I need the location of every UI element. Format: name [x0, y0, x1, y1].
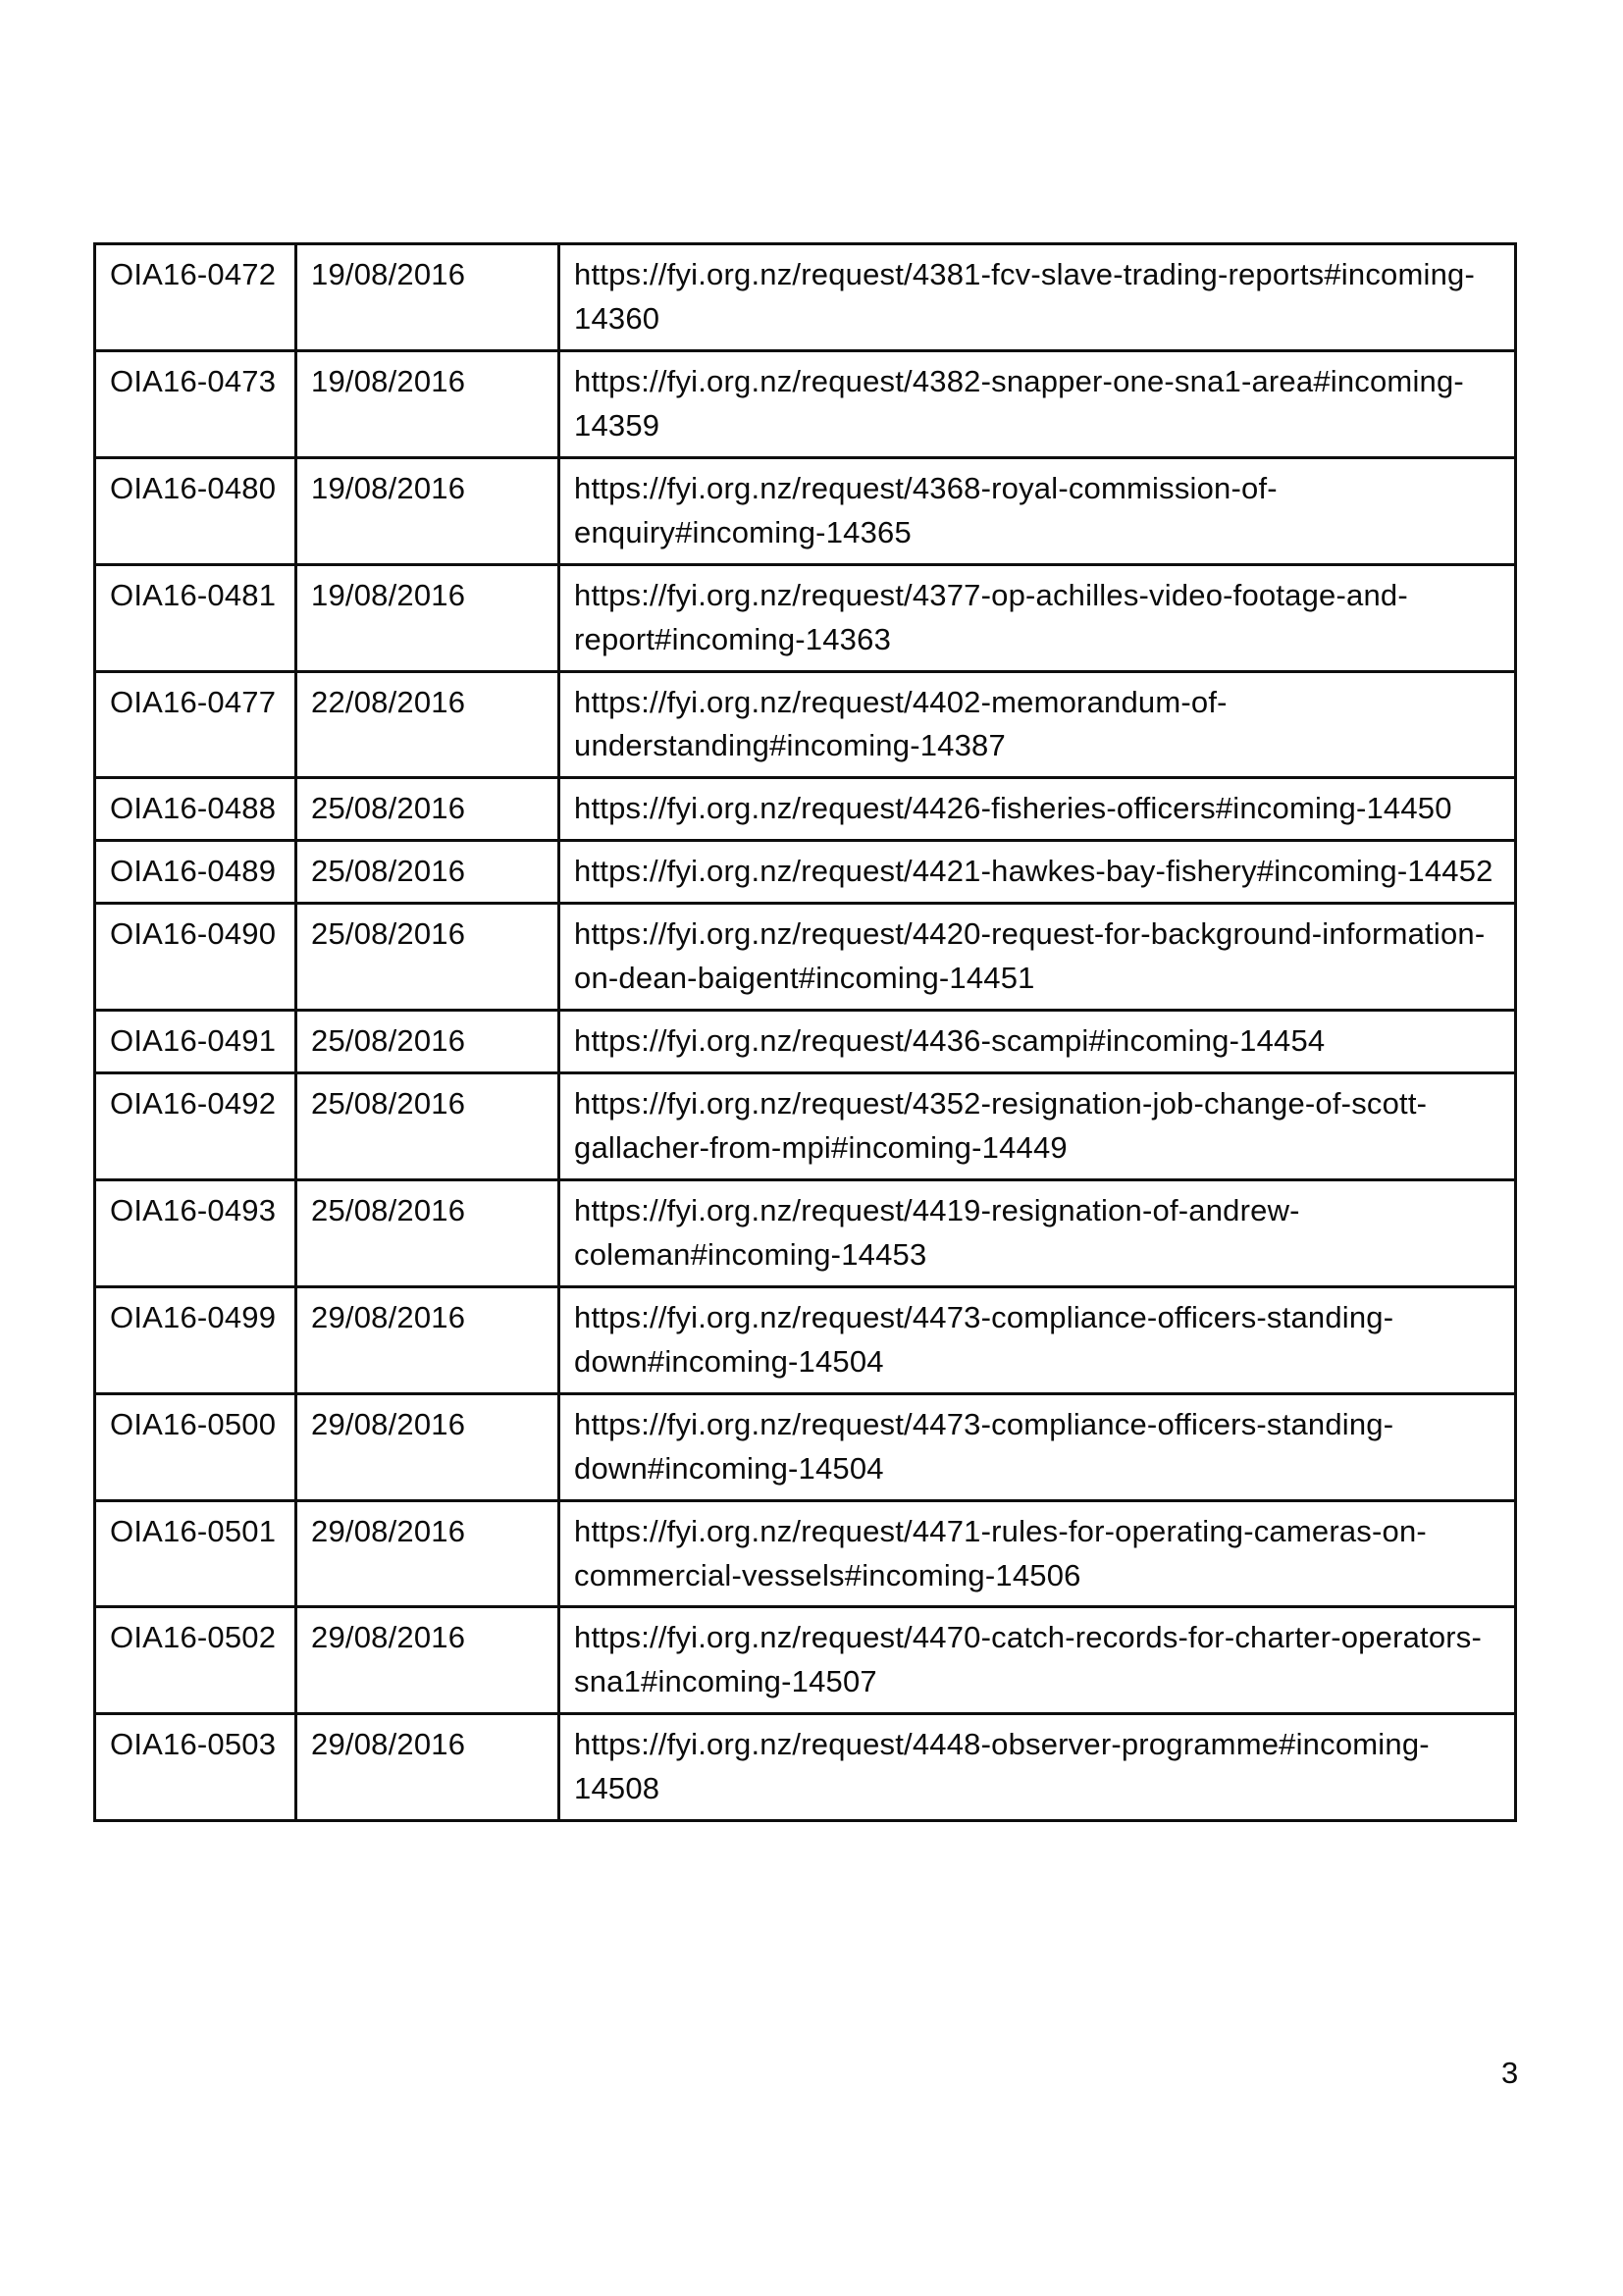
- url-cell: https://fyi.org.nz/request/4352-resignation-job-change-of-scott-gallacher-from-mpi#incoming-14449: [559, 1073, 1516, 1180]
- request-id-cell: OIA16-0481: [95, 564, 296, 671]
- request-id-cell: OIA16-0491: [95, 1011, 296, 1073]
- oia-request-table: [93, 242, 1517, 1822]
- url-cell: https://fyi.org.nz/request/4368-royal-commission-of-enquiry#incoming-14365: [559, 457, 1516, 564]
- table-row: [95, 841, 1516, 904]
- url-cell: https://fyi.org.nz/request/4402-memorandum-of-understanding#incoming-14387: [559, 671, 1516, 778]
- request-id-cell: OIA16-0488: [95, 778, 296, 841]
- date-cell: 25/08/2016: [296, 904, 559, 1011]
- date-cell: 29/08/2016: [296, 1607, 559, 1714]
- table-row: [95, 1286, 1516, 1393]
- request-id-cell: OIA16-0501: [95, 1500, 296, 1607]
- url-cell: https://fyi.org.nz/request/4421-hawkes-bay-fishery#incoming-14452: [559, 841, 1516, 904]
- request-id-cell: OIA16-0472: [95, 244, 296, 351]
- request-id-cell: OIA16-0489: [95, 841, 296, 904]
- date-cell: 25/08/2016: [296, 1011, 559, 1073]
- table-row: [95, 778, 1516, 841]
- request-id-cell: OIA16-0480: [95, 457, 296, 564]
- url-cell: https://fyi.org.nz/request/4473-compliance-officers-standing-down#incoming-14504: [559, 1393, 1516, 1500]
- table-row: [95, 904, 1516, 1011]
- url-cell: https://fyi.org.nz/request/4473-compliance-officers-standing-down#incoming-14504: [559, 1286, 1516, 1393]
- url-cell: https://fyi.org.nz/request/4448-observer-programme#incoming-14508: [559, 1714, 1516, 1821]
- date-cell: 29/08/2016: [296, 1714, 559, 1821]
- table-row: [95, 1179, 1516, 1286]
- table-body: [95, 244, 1516, 1821]
- date-cell: 19/08/2016: [296, 350, 559, 457]
- url-cell: https://fyi.org.nz/request/4436-scampi#incoming-14454: [559, 1011, 1516, 1073]
- request-id-cell: OIA16-0492: [95, 1073, 296, 1180]
- request-id-cell: OIA16-0473: [95, 350, 296, 457]
- url-cell: https://fyi.org.nz/request/4381-fcv-slave-trading-reports#incoming-14360: [559, 244, 1516, 351]
- date-cell: 25/08/2016: [296, 841, 559, 904]
- table-row: [95, 1607, 1516, 1714]
- url-cell: https://fyi.org.nz/request/4382-snapper-one-sna1-area#incoming-14359: [559, 350, 1516, 457]
- table-row: [95, 1073, 1516, 1180]
- request-id-cell: OIA16-0490: [95, 904, 296, 1011]
- url-cell: https://fyi.org.nz/request/4419-resignation-of-andrew-coleman#incoming-14453: [559, 1179, 1516, 1286]
- request-id-cell: OIA16-0500: [95, 1393, 296, 1500]
- date-cell: 19/08/2016: [296, 457, 559, 564]
- request-id-cell: OIA16-0499: [95, 1286, 296, 1393]
- page-number: 3: [1501, 2056, 1519, 2090]
- date-cell: 25/08/2016: [296, 1073, 559, 1180]
- table-row: [95, 1714, 1516, 1821]
- table-row: [95, 671, 1516, 778]
- table-row: [95, 350, 1516, 457]
- url-cell: https://fyi.org.nz/request/4377-op-achilles-video-footage-and-report#incoming-14363: [559, 564, 1516, 671]
- table-row: [95, 1393, 1516, 1500]
- date-cell: 22/08/2016: [296, 671, 559, 778]
- date-cell: 29/08/2016: [296, 1286, 559, 1393]
- request-id-cell: OIA16-0493: [95, 1179, 296, 1286]
- date-cell: 25/08/2016: [296, 778, 559, 841]
- table-row: [95, 457, 1516, 564]
- table-row: [95, 1011, 1516, 1073]
- date-cell: 29/08/2016: [296, 1393, 559, 1500]
- table-row: [95, 564, 1516, 671]
- url-cell: https://fyi.org.nz/request/4420-request-for-background-information-on-dean-baigent#incoming-14451: [559, 904, 1516, 1011]
- date-cell: 25/08/2016: [296, 1179, 559, 1286]
- request-id-cell: OIA16-0477: [95, 671, 296, 778]
- request-id-cell: OIA16-0502: [95, 1607, 296, 1714]
- table-row: [95, 244, 1516, 351]
- url-cell: https://fyi.org.nz/request/4471-rules-for-operating-cameras-on-commercial-vessels#incoming-14506: [559, 1500, 1516, 1607]
- url-cell: https://fyi.org.nz/request/4470-catch-records-for-charter-operators-sna1#incoming-14507: [559, 1607, 1516, 1714]
- date-cell: 19/08/2016: [296, 244, 559, 351]
- date-cell: 19/08/2016: [296, 564, 559, 671]
- url-cell: https://fyi.org.nz/request/4426-fisheries-officers#incoming-14450: [559, 778, 1516, 841]
- request-id-cell: OIA16-0503: [95, 1714, 296, 1821]
- table-row: [95, 1500, 1516, 1607]
- date-cell: 29/08/2016: [296, 1500, 559, 1607]
